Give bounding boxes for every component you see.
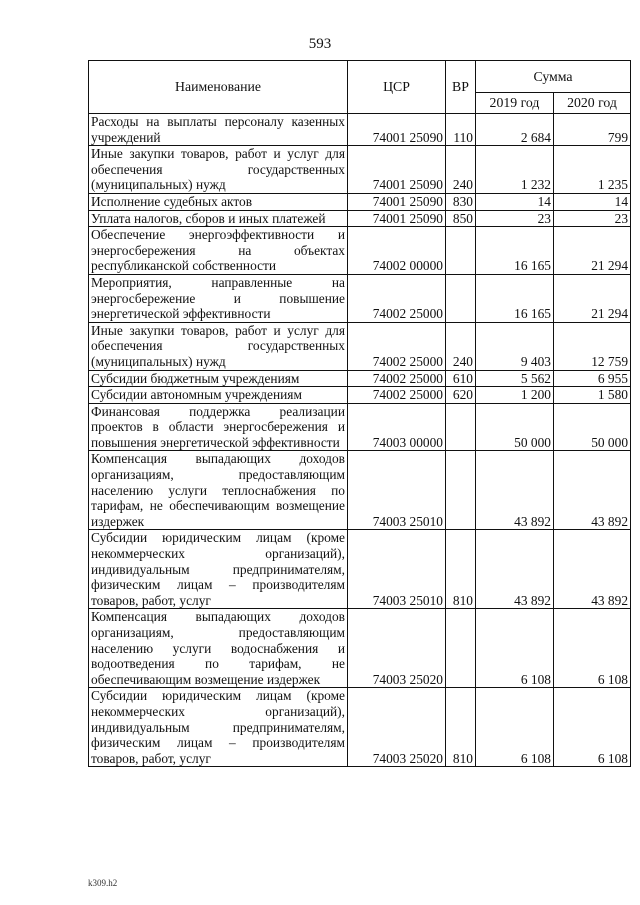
header-name: Наименование [89, 61, 348, 114]
row-name: Иные закупки товаров, работ и услуг для обеспечения государственных (муниципальных) нужд [89, 322, 348, 370]
table-row [89, 227, 631, 275]
row-sum-2020: 43 892 [554, 451, 631, 530]
header-vr: ВР [446, 61, 476, 114]
row-csr: 74003 25010 [348, 451, 446, 530]
row-csr: 74002 25000 [348, 274, 446, 322]
row-csr: 74002 25000 [348, 387, 446, 404]
header-year-2020: 2020 год [554, 93, 631, 114]
table-row [89, 274, 631, 322]
row-sum-2020: 799 [554, 114, 631, 146]
footer-code: k309.h2 [88, 878, 118, 888]
table-row [89, 114, 631, 146]
row-name: Иные закупки товаров, работ и услуг для обеспечения государственных (муниципальных) нужд [89, 146, 348, 194]
header-sum: Сумма [476, 61, 631, 93]
row-name: Расходы на выплаты персоналу казенных учреждений [89, 114, 348, 146]
row-vr: 810 [446, 530, 476, 609]
row-sum-2019: 23 [476, 210, 554, 227]
row-sum-2019: 6 108 [476, 609, 554, 688]
row-csr: 74003 00000 [348, 403, 446, 451]
row-name: Субсидии автономным учреждениям [89, 387, 348, 404]
row-name: Субсидии юридическим лицам (кроме некоммерческих организаций), индивидуальным предпринимателям, физическим лицам – производителям товаров, работ, услуг [89, 688, 348, 767]
row-sum-2019: 9 403 [476, 322, 554, 370]
table-row [89, 370, 631, 387]
row-sum-2020: 1 235 [554, 146, 631, 194]
row-sum-2019: 6 108 [476, 688, 554, 767]
row-sum-2020: 6 108 [554, 609, 631, 688]
row-sum-2020: 12 759 [554, 322, 631, 370]
row-sum-2020: 21 294 [554, 227, 631, 275]
row-vr: 240 [446, 146, 476, 194]
row-sum-2019: 50 000 [476, 403, 554, 451]
row-csr: 74001 25090 [348, 210, 446, 227]
row-sum-2019: 43 892 [476, 530, 554, 609]
row-sum-2020: 50 000 [554, 403, 631, 451]
row-sum-2020: 6 108 [554, 688, 631, 767]
table-row [89, 210, 631, 227]
row-csr: 74001 25090 [348, 146, 446, 194]
row-sum-2020: 43 892 [554, 530, 631, 609]
row-vr: 810 [446, 688, 476, 767]
row-vr [446, 451, 476, 530]
table-row [89, 146, 631, 194]
row-vr [446, 609, 476, 688]
row-name: Обеспечение энергоэффективности и энергосбережения на объектах республиканской собственности [89, 227, 348, 275]
row-vr: 110 [446, 114, 476, 146]
header-year-2019: 2019 год [476, 93, 554, 114]
row-name: Мероприятия, направленные на энергосбережение и повышение энергетической эффективности [89, 274, 348, 322]
row-sum-2019: 5 562 [476, 370, 554, 387]
row-sum-2019: 16 165 [476, 227, 554, 275]
row-vr [446, 403, 476, 451]
row-name: Субсидии бюджетным учреждениям [89, 370, 348, 387]
page-number: 593 [308, 36, 332, 52]
row-sum-2019: 16 165 [476, 274, 554, 322]
table-row [89, 387, 631, 404]
row-name: Компенсация выпадающих доходов организациям, предоставляющим населению услуги водоснабжения и водоотведения по тарифам, не обеспечивающим возмещение издержек [89, 609, 348, 688]
row-csr: 74002 25000 [348, 322, 446, 370]
row-sum-2019: 1 200 [476, 387, 554, 404]
row-vr: 610 [446, 370, 476, 387]
row-csr: 74001 25090 [348, 193, 446, 210]
table-row [89, 609, 631, 688]
header-csr: ЦСР [348, 61, 446, 114]
row-sum-2019: 14 [476, 193, 554, 210]
row-sum-2019: 43 892 [476, 451, 554, 530]
row-vr: 240 [446, 322, 476, 370]
table-row [89, 322, 631, 370]
table-row [89, 451, 631, 530]
row-csr: 74002 00000 [348, 227, 446, 275]
row-sum-2019: 1 232 [476, 146, 554, 194]
row-sum-2020: 6 955 [554, 370, 631, 387]
table-row [89, 403, 631, 451]
budget-table [88, 60, 631, 767]
row-sum-2020: 23 [554, 210, 631, 227]
table-row [89, 193, 631, 210]
row-sum-2019: 2 684 [476, 114, 554, 146]
row-vr: 830 [446, 193, 476, 210]
row-vr: 620 [446, 387, 476, 404]
row-vr [446, 227, 476, 275]
row-csr: 74001 25090 [348, 114, 446, 146]
row-csr: 74003 25020 [348, 688, 446, 767]
row-vr: 850 [446, 210, 476, 227]
row-name: Компенсация выпадающих доходов организациям, предоставляющим населению услуги теплоснабжения по тарифам, не обеспечивающим возмещение издержек [89, 451, 348, 530]
table-row [89, 530, 631, 609]
row-name: Субсидии юридическим лицам (кроме некоммерческих организаций), индивидуальным предпринимателям, физическим лицам – производителям товаров, работ, услуг [89, 530, 348, 609]
row-csr: 74003 25020 [348, 609, 446, 688]
row-vr [446, 274, 476, 322]
row-sum-2020: 1 580 [554, 387, 631, 404]
row-sum-2020: 21 294 [554, 274, 631, 322]
row-csr: 74002 25000 [348, 370, 446, 387]
table-body [89, 114, 631, 767]
row-csr: 74003 25010 [348, 530, 446, 609]
row-name: Уплата налогов, сборов и иных платежей [89, 210, 348, 227]
row-sum-2020: 14 [554, 193, 631, 210]
row-name: Исполнение судебных актов [89, 193, 348, 210]
table-row [89, 688, 631, 767]
row-name: Финансовая поддержка реализации проектов в области энергосбережения и повышения энергетической эффективности [89, 403, 348, 451]
